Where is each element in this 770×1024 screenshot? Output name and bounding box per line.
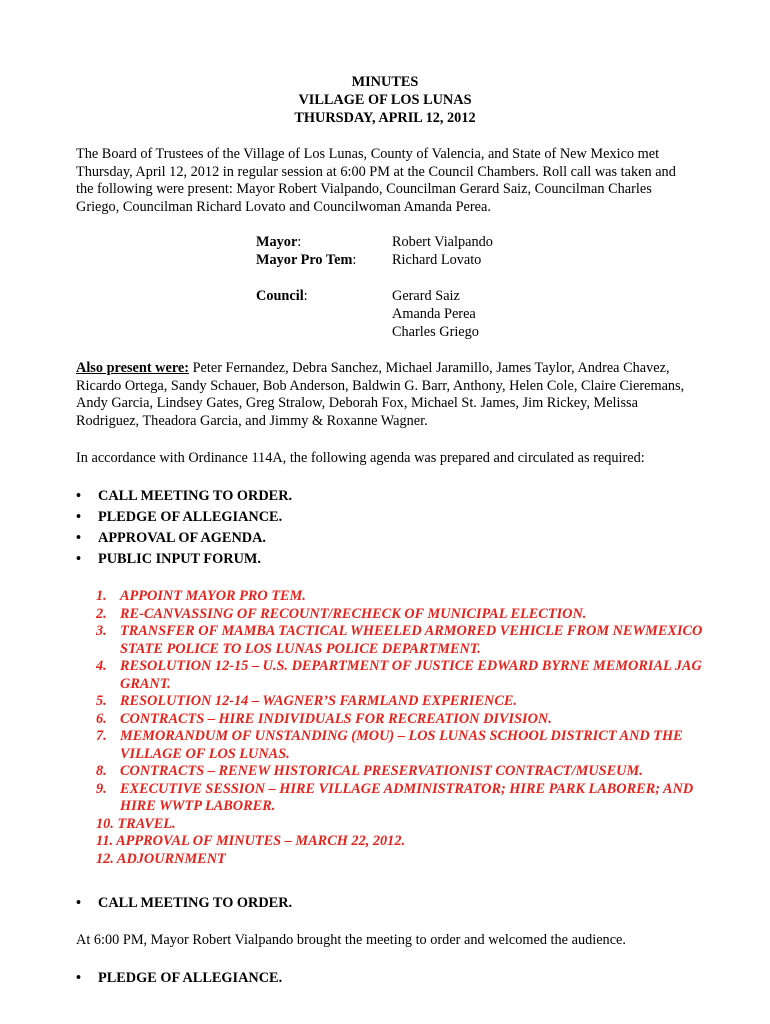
roster-council-member-1: Gerard Saiz: [392, 288, 460, 304]
agenda-item: 1. APPOINT MAYOR PRO TEM.: [96, 588, 306, 604]
agenda-item: 10. TRAVEL.: [96, 815, 176, 832]
also-present-names: Peter Fernandez, Debra Sanchez, Michael Jaramillo, James Taylor, Andrea Chavez, Ricardo Ortega, Sandy Schauer, Bob Anderson, Baldwin G. Barr, Anthony, Helen Cole, Claire Cieremans, Andy Garcia, Lindsey Gates, Greg Stralow, Deborah Fox, Michael St. James, Jim Rickey, Melissa Rodriguez, Theadora Garcia, and Jimmy & Roxanne Wagner.: [76, 360, 685, 429]
roster-council-member-2: Amanda Perea: [392, 306, 476, 322]
agenda-item: 8. CONTRACTS – RENEW HISTORICAL PRESERVATIONIST CONTRACT/MUSEUM.: [96, 763, 643, 779]
bullet-icon: •: [76, 895, 82, 911]
agenda-item: 5. RESOLUTION 12-14 – WAGNER’S FARMLAND EXPERIENCE.: [96, 693, 517, 709]
doc-title-date: THURSDAY, APRIL 12, 2012: [294, 110, 476, 126]
agenda-item: 11. APPROVAL OF MINUTES – MARCH 22, 2012.: [96, 833, 406, 849]
bullet-icon: •: [76, 530, 82, 546]
agenda-item: 2. RE-CANVASSING OF RECOUNT/RECHECK OF MUNICIPAL ELECTION.: [96, 605, 587, 622]
bullet-icon: •: [76, 509, 82, 525]
roster-pro-tem-value: Richard Lovato: [392, 252, 482, 268]
agenda-list: [96, 588, 716, 868]
ordinance-paragraph: In accordance with Ordinance 114A, the following agenda was prepared and circulated as required:: [76, 450, 645, 466]
roster-council-label: Council:: [256, 288, 308, 304]
doc-title-minutes: MINUTES: [351, 74, 419, 90]
agenda-item: 6. CONTRACTS – HIRE INDIVIDUALS FOR RECREATION DIVISION.: [96, 710, 552, 727]
also-present-label: Also present were:: [76, 360, 190, 376]
intro-paragraph: The Board of Trustees of the Village of Los Lunas, County of Valencia, and State of New Mexico met Thursday, April 12, 2012 in regular session at 6:00 PM at the Council Chambers. Roll call was taken and the following were present: Mayor Robert Vialpando, Councilman Gerard Saiz, Councilman Charles Griego, Councilman Richard Lovato and Councilwoman Amanda Perea.: [76, 146, 676, 215]
document-page: MINUTES VILLAGE OF LOS LUNAS THURSDAY, APRIL 12, 2012 The Board of Trustees of the Village of Los Lunas, County of Valencia, and State of New Mexico met Thursday, April 12, 2012 in regular session at 6:00 PM at the Council Chambers. Roll call was taken and the following were present: Mayor Robert Vialpando, Councilman Gerard Saiz, Councilman Charles Griego, Councilman Richard Lovato and Councilwoman Amanda Perea. Mayor: Robert Vialpando Mayor Pro Tem: Richard Lovato Council: Gerard Saiz Amanda Perea Charles Griego Also present were: Peter Fernandez, Debra Sanchez, Michael Jaramillo, James Taylor, Andrea Chavez, Ricardo Ortega, Sandy Schauer, Bob Anderson, Baldwin G. Barr, Anthony, Helen Cole, Claire Cieremans, Andy Garcia, Lindsey Gates, Greg Stralow, Deborah Fox, Michael St. James, Jim Rickey, Melissa Rodriguez, Theadora Garcia, and Jimmy & Roxanne Wagner. In accordance with Ordinance 114A, the following agenda was prepared and circulated as required: • CALL MEETING TO ORDER. • PLEDGE OF ALLEGIANCE. • APPROVAL OF AGENDA. • PUBLIC INPUT FORUM. 1. APPOINT MAYOR PRO TEM. 2. RE-CANVASSING OF RECOUNT/RECHECK OF MUNICIPAL ELECTION. 3. TRANSFER OF MAMBA TACTICAL WHEELED ARMORED VEHICLE FROM NEWMEXICO STATE POLICE TO LOS LUNAS POLICE DEPARTMENT. 4. RESOLUTION 12-15 – U.S. DEPARTMENT OF JUSTICE EDWARD BYRNE MEMORIAL JAG GRANT. 5. RESOLUTION 12-14 – WAGNER’S FARMLAND EXPERIENCE. 6. CONTRACTS – HIRE INDIVIDUALS FOR RECREATION DIVISION. 7. MEMORANDUM OF UNSTANDING (MOU) – LOS LUNAS SCHOOL DISTRICT AND THE VILLAGE OF LOS LUNAS. 8. CONTRACTS – RENEW HISTORICAL PRESERVATIONIST CONTRACT/MUSEUM. 9. EXECUTIVE SESSION – HIRE VILLAGE ADMINISTRATOR; HIRE PARK LABORER; AND HIRE WWTP LABORER. 10. TRAVEL. 11. APPROVAL OF MINUTES – MARCH 22, 2012. 12. ADJOURNMENT • CALL MEETING TO ORDER. At 6:00 PM, Mayor Robert Vialpando brought the meeting to order and welcomed the audience. • PLEDGE OF ALLEGIANCE.: [0, 0, 770, 1024]
roster-pro-tem-label: Mayor Pro Tem:: [256, 252, 357, 268]
agenda-item: 3. TRANSFER OF MAMBA TACTICAL WHEELED ARMORED VEHICLE FROM NEWMEXICO STATE POLICE TO LOS LUNAS POLICE DEPARTMENT.: [96, 623, 703, 657]
agenda-item: 4. RESOLUTION 12-15 – U.S. DEPARTMENT OF JUSTICE EDWARD BYRNE MEMORIAL JAG GRANT.: [96, 658, 702, 692]
roster-mayor-value: Robert Vialpando: [392, 234, 493, 250]
roster-council-member-3: Charles Griego: [392, 324, 479, 340]
bullet-icon: •: [76, 970, 82, 986]
doc-title-village: VILLAGE OF LOS LUNAS: [298, 92, 472, 108]
agenda-item: 12. ADJOURNMENT: [96, 850, 226, 867]
also-present-paragraph: [76, 360, 696, 430]
call-to-order-paragraph: At 6:00 PM, Mayor Robert Vialpando brought the meeting to order and welcomed the audience.: [76, 932, 626, 948]
bullet-icon: •: [76, 488, 82, 504]
agenda-item: 9. EXECUTIVE SESSION – HIRE VILLAGE ADMINISTRATOR; HIRE PARK LABORER; AND HIRE WWTP LABORER.: [96, 780, 694, 814]
agenda-item: 7. MEMORANDUM OF UNSTANDING (MOU) – LOS LUNAS SCHOOL DISTRICT AND THE VILLAGE OF LOS LUNAS.: [96, 728, 683, 762]
bullet-icon: •: [76, 551, 82, 567]
roster-mayor-label: Mayor:: [256, 234, 302, 250]
